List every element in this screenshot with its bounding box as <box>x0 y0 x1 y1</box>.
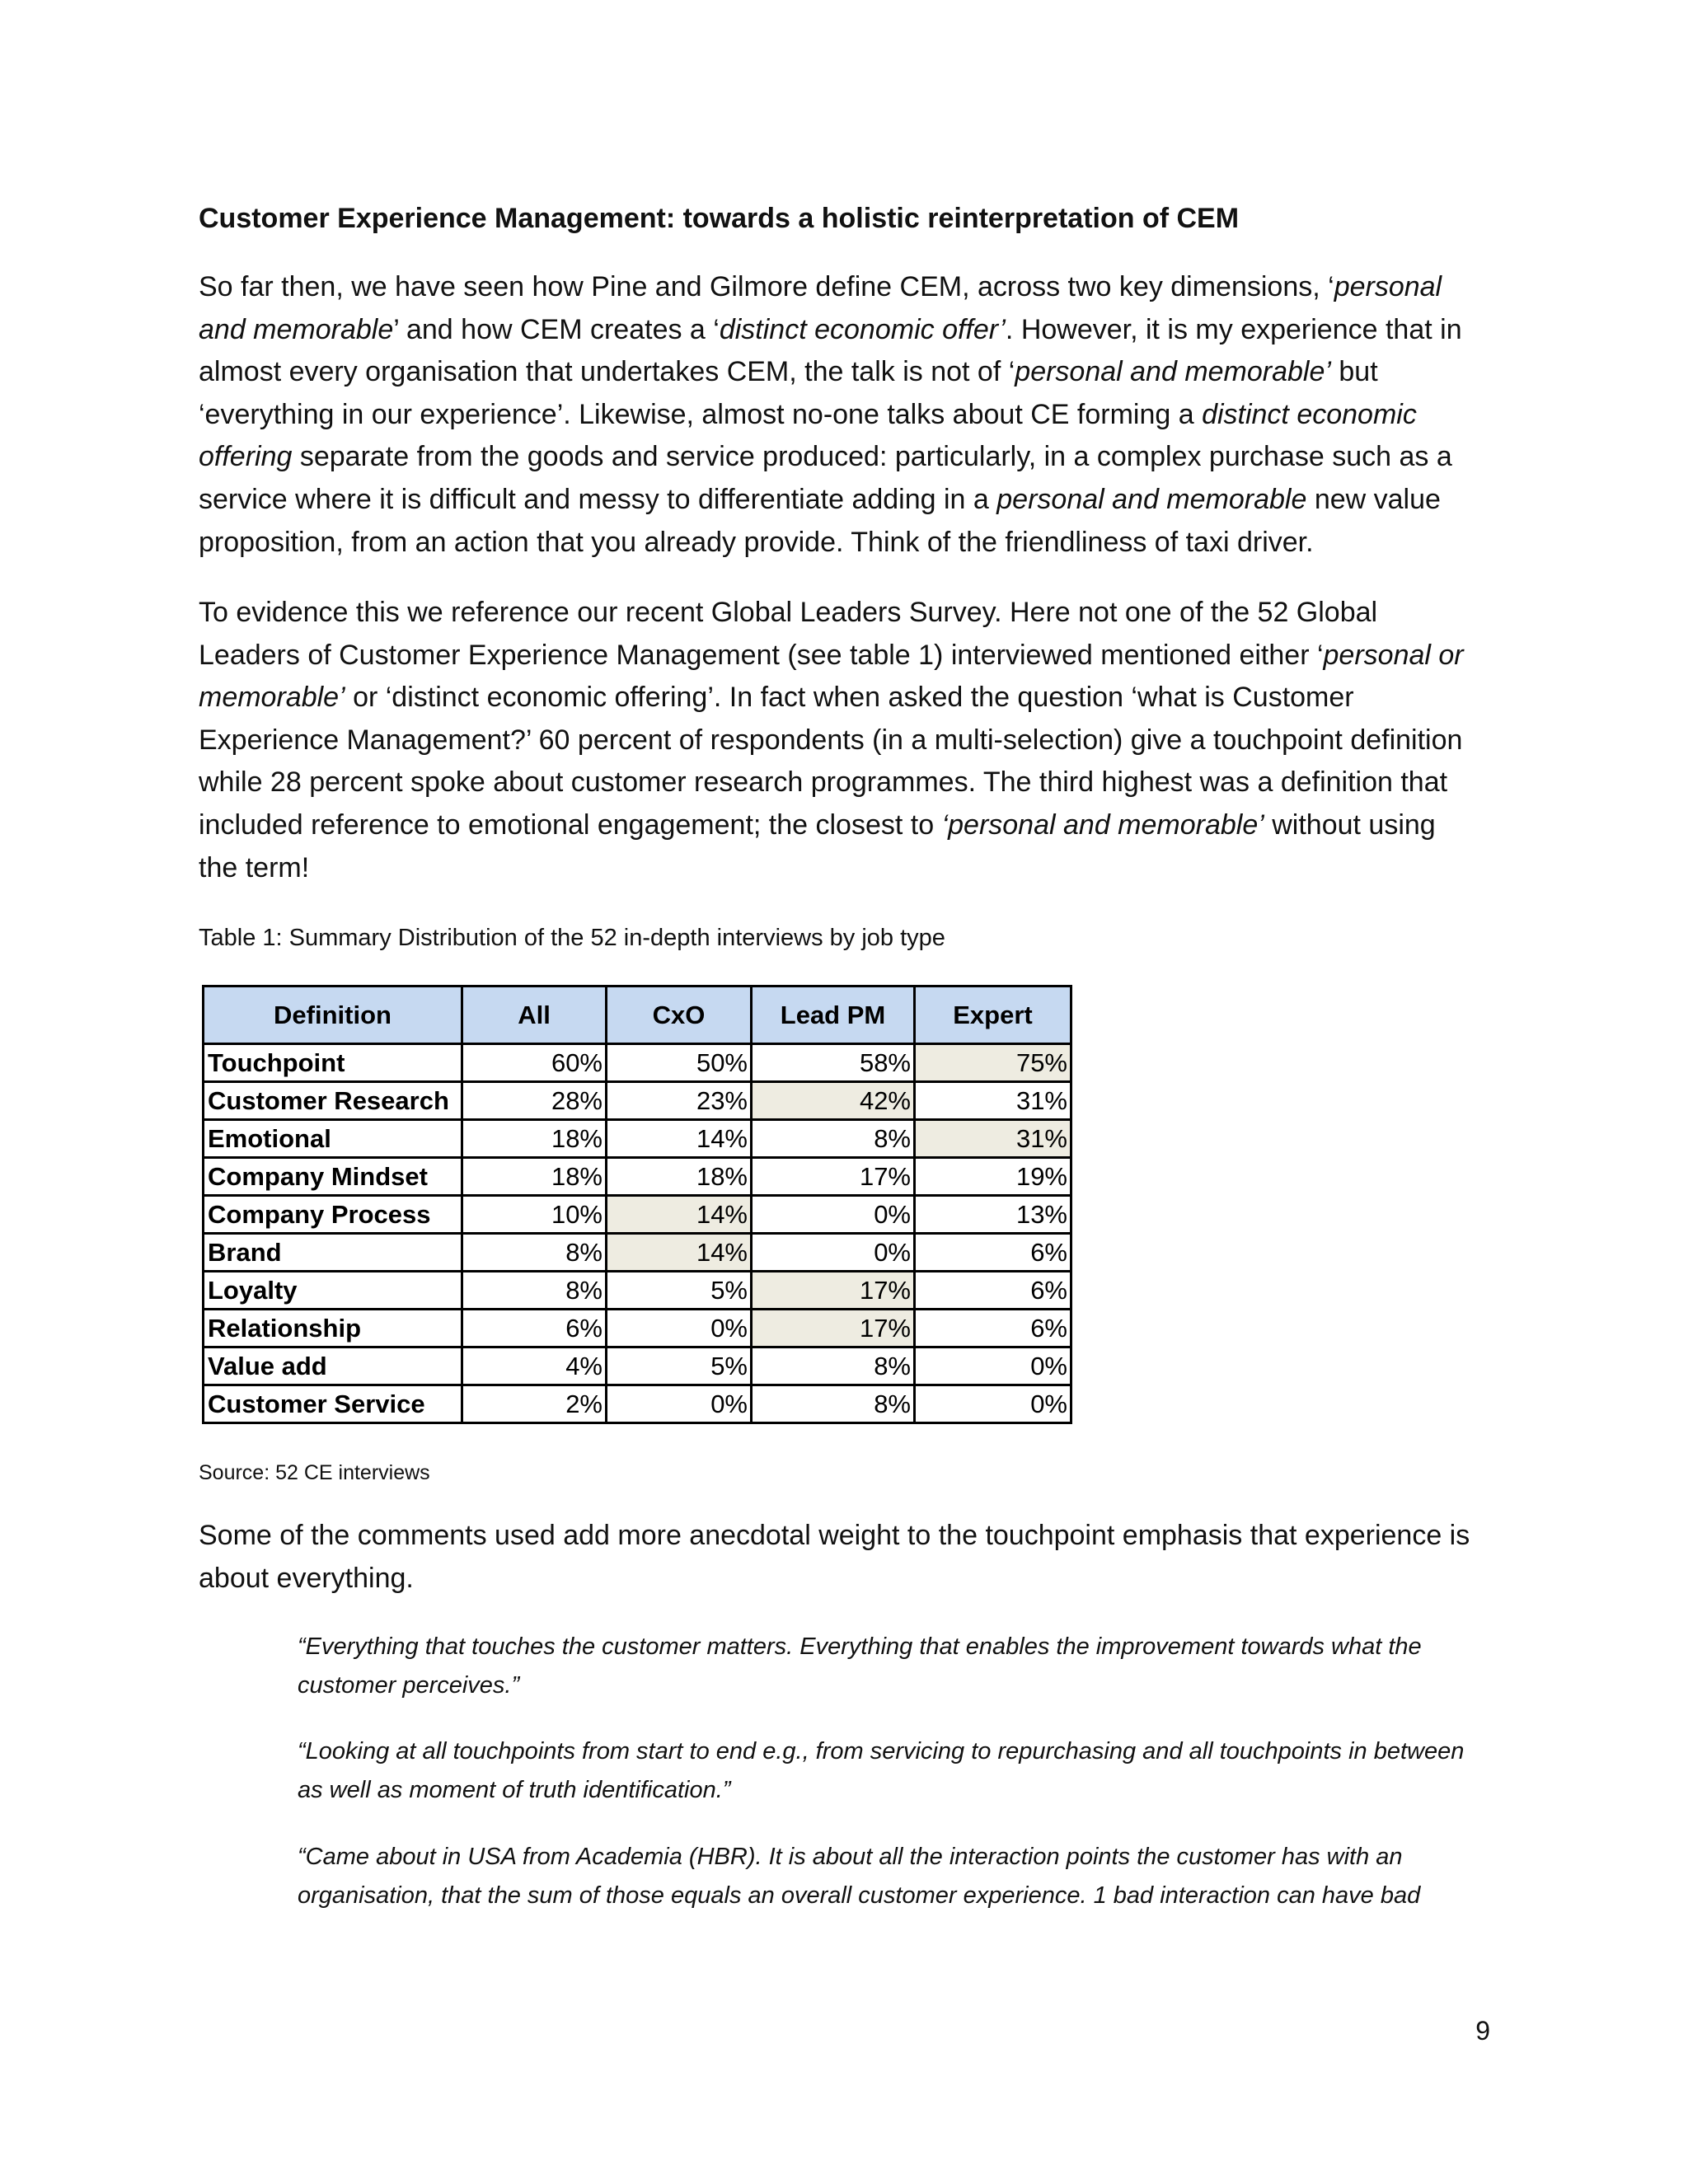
row-label: Company Mindset <box>204 1158 462 1196</box>
table-caption: Table 1: Summary Distribution of the 52 in-depth interviews by job type <box>199 925 945 951</box>
table-row <box>204 1385 1071 1423</box>
page-number: 9 <box>1475 2016 1490 2046</box>
table-row <box>204 1082 1071 1120</box>
table-row <box>204 1234 1071 1272</box>
cell-lead-pm: 0% <box>752 1196 915 1234</box>
cell-expert: 19% <box>915 1158 1071 1196</box>
para2-run-italic: personal or memorable’ <box>199 639 1464 714</box>
cell-cxo: 14% <box>607 1196 752 1234</box>
para1-run-italic: distinct economic offer’ <box>719 313 1006 345</box>
cell-all: 4% <box>462 1347 607 1385</box>
table-row <box>204 1120 1071 1158</box>
para1-run-italic: personal and memorable <box>199 271 1442 345</box>
paragraph-1 <box>199 266 1476 564</box>
cell-cxo: 5% <box>607 1347 752 1385</box>
cell-cxo: 50% <box>607 1044 752 1082</box>
row-label: Relationship <box>204 1310 462 1347</box>
row-label: Company Process <box>204 1196 462 1234</box>
para1-run-italic: personal and memorable <box>996 483 1307 515</box>
section-heading: Customer Experience Management: towards a holistic reinterpretation of CEM <box>199 203 1240 234</box>
cell-expert: 0% <box>915 1385 1071 1423</box>
header-cxo: CxO <box>607 987 752 1044</box>
cell-all: 28% <box>462 1082 607 1120</box>
table-source-note: Source: 52 CE interviews <box>199 1461 430 1484</box>
row-label: Loyalty <box>204 1272 462 1310</box>
cell-lead-pm: 17% <box>752 1310 915 1347</box>
cell-all: 2% <box>462 1385 607 1423</box>
para2-run-italic: ‘personal and memorable’ <box>941 808 1264 841</box>
row-label: Touchpoint <box>204 1044 462 1082</box>
para1-run: ’ and how CEM creates a ‘ <box>393 313 720 345</box>
table-row <box>204 1310 1071 1347</box>
cell-expert: 13% <box>915 1196 1071 1234</box>
cell-lead-pm: 8% <box>752 1385 915 1423</box>
cell-lead-pm: 17% <box>752 1158 915 1196</box>
para1-run-italic: distinct economic offering <box>199 398 1417 473</box>
cell-lead-pm: 42% <box>752 1082 915 1120</box>
quote-1: “Everything that touches the customer matters. Everything that enables the improvement towards what the customer perceives.” <box>298 1633 1422 1699</box>
cell-expert: 6% <box>915 1272 1071 1310</box>
quote-3: “Came about in USA from Academia (HBR). It is about all the interaction points the customer has with an organisation, that the sum of those equals an overall customer experience. 1 bad interaction can have bad <box>298 1844 1421 1909</box>
table-header-row <box>204 987 1071 1044</box>
cell-lead-pm: 8% <box>752 1347 915 1385</box>
paragraph-2 <box>199 592 1476 889</box>
cell-expert: 6% <box>915 1310 1071 1347</box>
cell-cxo: 14% <box>607 1234 752 1272</box>
cell-all: 8% <box>462 1234 607 1272</box>
paragraph-3: Some of the comments used add more anecdotal weight to the touchpoint emphasis that experience is about everything. <box>199 1520 1470 1594</box>
cell-cxo: 18% <box>607 1158 752 1196</box>
para1-run: So far then, we have seen how Pine and Gilmore define CEM, across two key dimensions, ‘ <box>199 271 1334 302</box>
quote-2: “Looking at all touchpoints from start to end e.g., from servicing to repurchasing and all touchpoints in between as well as moment of truth identification.” <box>298 1738 1465 1803</box>
cell-expert: 31% <box>915 1082 1071 1120</box>
cell-lead-pm: 58% <box>752 1044 915 1082</box>
para1-run: new value proposition, from an action that you already provide. Think of the friendliness of taxi driver. <box>199 483 1441 558</box>
cell-expert: 31% <box>915 1120 1071 1158</box>
cell-cxo: 0% <box>607 1310 752 1347</box>
distribution-table <box>202 985 1072 1424</box>
cell-lead-pm: 8% <box>752 1120 915 1158</box>
cell-lead-pm: 0% <box>752 1234 915 1272</box>
para1-run-italic: personal and memorable’ <box>1015 356 1331 388</box>
cell-all: 18% <box>462 1158 607 1196</box>
para1-run: but ‘everything in our experience’. Likewise, almost no-one talks about CE forming a <box>199 356 1378 430</box>
table-row <box>204 1158 1071 1196</box>
para1-run: . However, it is my experience that in almost every organisation that undertakes CEM, the talk is not of ‘ <box>199 313 1462 388</box>
cell-expert: 6% <box>915 1234 1071 1272</box>
table-row <box>204 1044 1071 1082</box>
cell-all: 18% <box>462 1120 607 1158</box>
table-row <box>204 1272 1071 1310</box>
cell-cxo: 0% <box>607 1385 752 1423</box>
cell-all: 60% <box>462 1044 607 1082</box>
cell-cxo: 23% <box>607 1082 752 1120</box>
para2-run: without using the term! <box>199 808 1436 883</box>
header-definition: Definition <box>204 987 462 1044</box>
row-label: Customer Service <box>204 1385 462 1423</box>
cell-cxo: 14% <box>607 1120 752 1158</box>
row-label: Emotional <box>204 1120 462 1158</box>
cell-expert: 75% <box>915 1044 1071 1082</box>
table-row <box>204 1196 1071 1234</box>
cell-cxo: 5% <box>607 1272 752 1310</box>
para1-run: separate from the goods and service produced: particularly, in a complex purchase such as a service where it is difficult and messy to differentiate adding in a <box>199 441 1452 515</box>
cell-all: 6% <box>462 1310 607 1347</box>
header-lead-pm: Lead PM <box>752 987 915 1044</box>
header-expert: Expert <box>915 987 1071 1044</box>
row-label: Brand <box>204 1234 462 1272</box>
row-label: Value add <box>204 1347 462 1385</box>
cell-expert: 0% <box>915 1347 1071 1385</box>
row-label: Customer Research <box>204 1082 462 1120</box>
cell-all: 10% <box>462 1196 607 1234</box>
para2-run: or ‘distinct economic offering’. In fact when asked the question ‘what is Customer Experience Management?’ 60 percent of respondents (in a multi-selection) give a touchpoint definition while 28 percent spoke about customer research programmes. The third highest was a definition that included reference to emotional engagement; the closest to <box>199 682 1463 841</box>
para2-run: To evidence this we reference our recent Global Leaders Survey. Here not one of the 52 Global Leaders of Customer Experience Management (see table 1) interviewed mentioned either ‘ <box>199 597 1378 671</box>
table-row <box>204 1347 1071 1385</box>
cell-lead-pm: 17% <box>752 1272 915 1310</box>
header-all: All <box>462 987 607 1044</box>
cell-all: 8% <box>462 1272 607 1310</box>
